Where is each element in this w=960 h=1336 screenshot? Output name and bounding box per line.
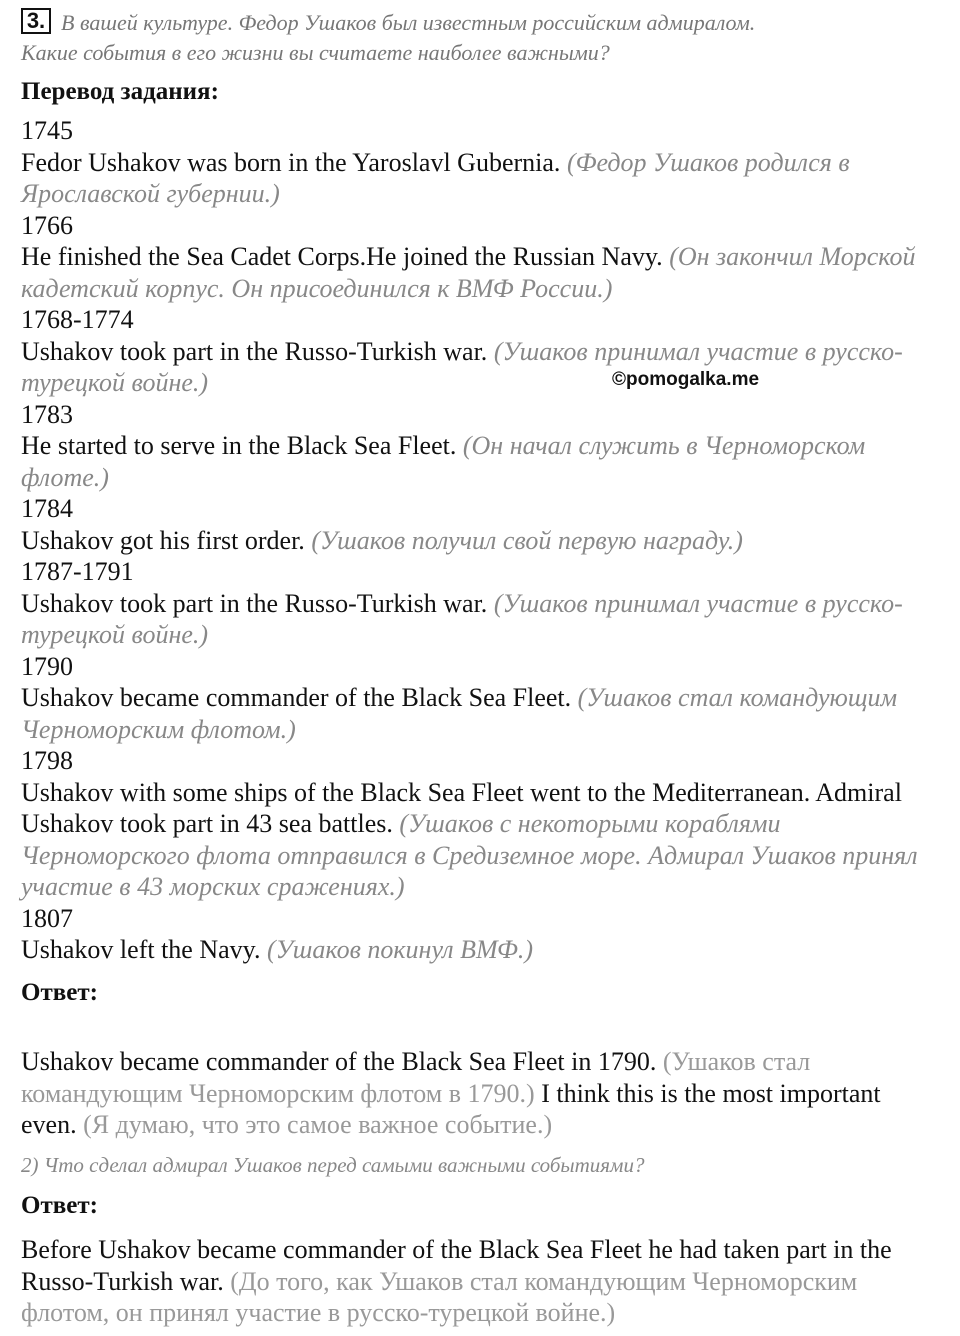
answer-1-translation-2: (Я думаю, что это самое важное событие.) — [83, 1110, 553, 1139]
timeline-entries — [21, 115, 941, 966]
entry-year: 1766 — [21, 210, 73, 240]
translation-heading: Перевод задания: — [21, 78, 219, 105]
entry-text: Ushakov took part in the Russo-Turkish war. — [21, 588, 488, 618]
entry-year: 1768-1774 — [21, 305, 134, 334]
entry-year: 1798 — [21, 746, 73, 775]
entry-text: Ushakov left the Navy. — [21, 935, 261, 964]
answer-1-english-2: I think this is the most important even. — [21, 1078, 881, 1139]
entry — [21, 115, 941, 210]
entry-text: Fedor Ushakov was born in the Yaroslavl Gubernia. — [21, 147, 561, 177]
entry-text: Ushakov took part in the Russo-Turkish war. — [21, 336, 488, 366]
entry-translation: (Ушаков стал командующим Черноморским флотом.) — [21, 683, 898, 744]
task-line-1: В вашей культуре. Федор Ушаков был известным российским адмиралом. — [61, 10, 756, 35]
entry — [21, 903, 941, 966]
entry-translation: (Ушаков с некоторыми кораблями Черноморского флота отправился в Средиземное море. Адмирал Ушаков принял участие в 43 морских сражениях.) — [21, 809, 918, 901]
entry-text: Ushakov became commander of the Black Sea Fleet. — [21, 683, 572, 712]
entry-text: Ushakov got his first order. — [21, 525, 305, 555]
entry-translation: (Федор Ушаков родился в Ярославской губернии.) — [21, 147, 850, 208]
answer-2-translation: (До того, как Ушаков стал командующим Черноморским флотом, он принял участие в русско-турецкой войне.) — [21, 1266, 858, 1327]
entry — [21, 399, 941, 494]
entry — [21, 556, 941, 651]
entry — [21, 304, 941, 399]
entry-translation: (Ушаков принимал участие в русско-турецкой войне.) — [21, 336, 903, 397]
entry-text: Ushakov with some ships of the Black Sea Fleet went to the Mediterranean. Admiral Ushakov took part in 43 sea battles. — [21, 777, 902, 838]
entry-year: 1790 — [21, 651, 73, 681]
entry-year: 1784 — [21, 494, 73, 523]
answer-1-translation: (Ушаков стал командующим Черноморским флотом в 1790.) — [21, 1047, 811, 1108]
answer-2-text — [21, 1234, 941, 1329]
question-2: 2) Что сделал адмирал Ушаков перед самыми важными событиями? — [21, 1153, 645, 1177]
task-line-2: Какие события в его жизни вы считаете наиболее важными? — [21, 40, 610, 65]
entry-year: 1783 — [21, 399, 73, 429]
answer-1-english: Ushakov became commander of the Black Sea Fleet in 1790. — [21, 1047, 657, 1076]
entry-translation: (Он закончил Морской кадетский корпус. Он присоединился к ВМФ России.) — [21, 242, 916, 303]
entry — [21, 493, 941, 556]
entry-year: 1787-1791 — [21, 557, 134, 586]
entry — [21, 745, 941, 903]
answer-2-english: Before Ushakov became commander of the Black Sea Fleet he had taken part in the Russo-Turkish war. — [21, 1235, 892, 1296]
answer-1-text — [21, 1046, 941, 1141]
answer-1-heading: Ответ: — [21, 979, 98, 1006]
entry — [21, 651, 941, 746]
entry — [21, 210, 941, 305]
entry-translation: (Ушаков принимал участие в русско-турецкой войне.) — [21, 588, 903, 649]
answer-2-heading: Ответ: — [21, 1192, 98, 1219]
entry-year: 1807 — [21, 903, 73, 933]
entry-text: He started to serve in the Black Sea Fleet. — [21, 431, 457, 460]
entry-year: 1745 — [21, 116, 73, 145]
entry-translation: (Ушаков покинул ВМФ.) — [266, 935, 534, 964]
watermark: ©pomogalka.me — [612, 369, 760, 390]
entry-translation: (Ушаков получил свой первую награду.) — [311, 525, 743, 555]
entry-text: He finished the Sea Cadet Corps.He joined the Russian Navy. — [21, 242, 663, 271]
task-text — [21, 8, 941, 68]
task-number: 3. — [21, 8, 51, 34]
entry-translation: (Он начал служить в Черноморском флоте.) — [21, 431, 866, 492]
